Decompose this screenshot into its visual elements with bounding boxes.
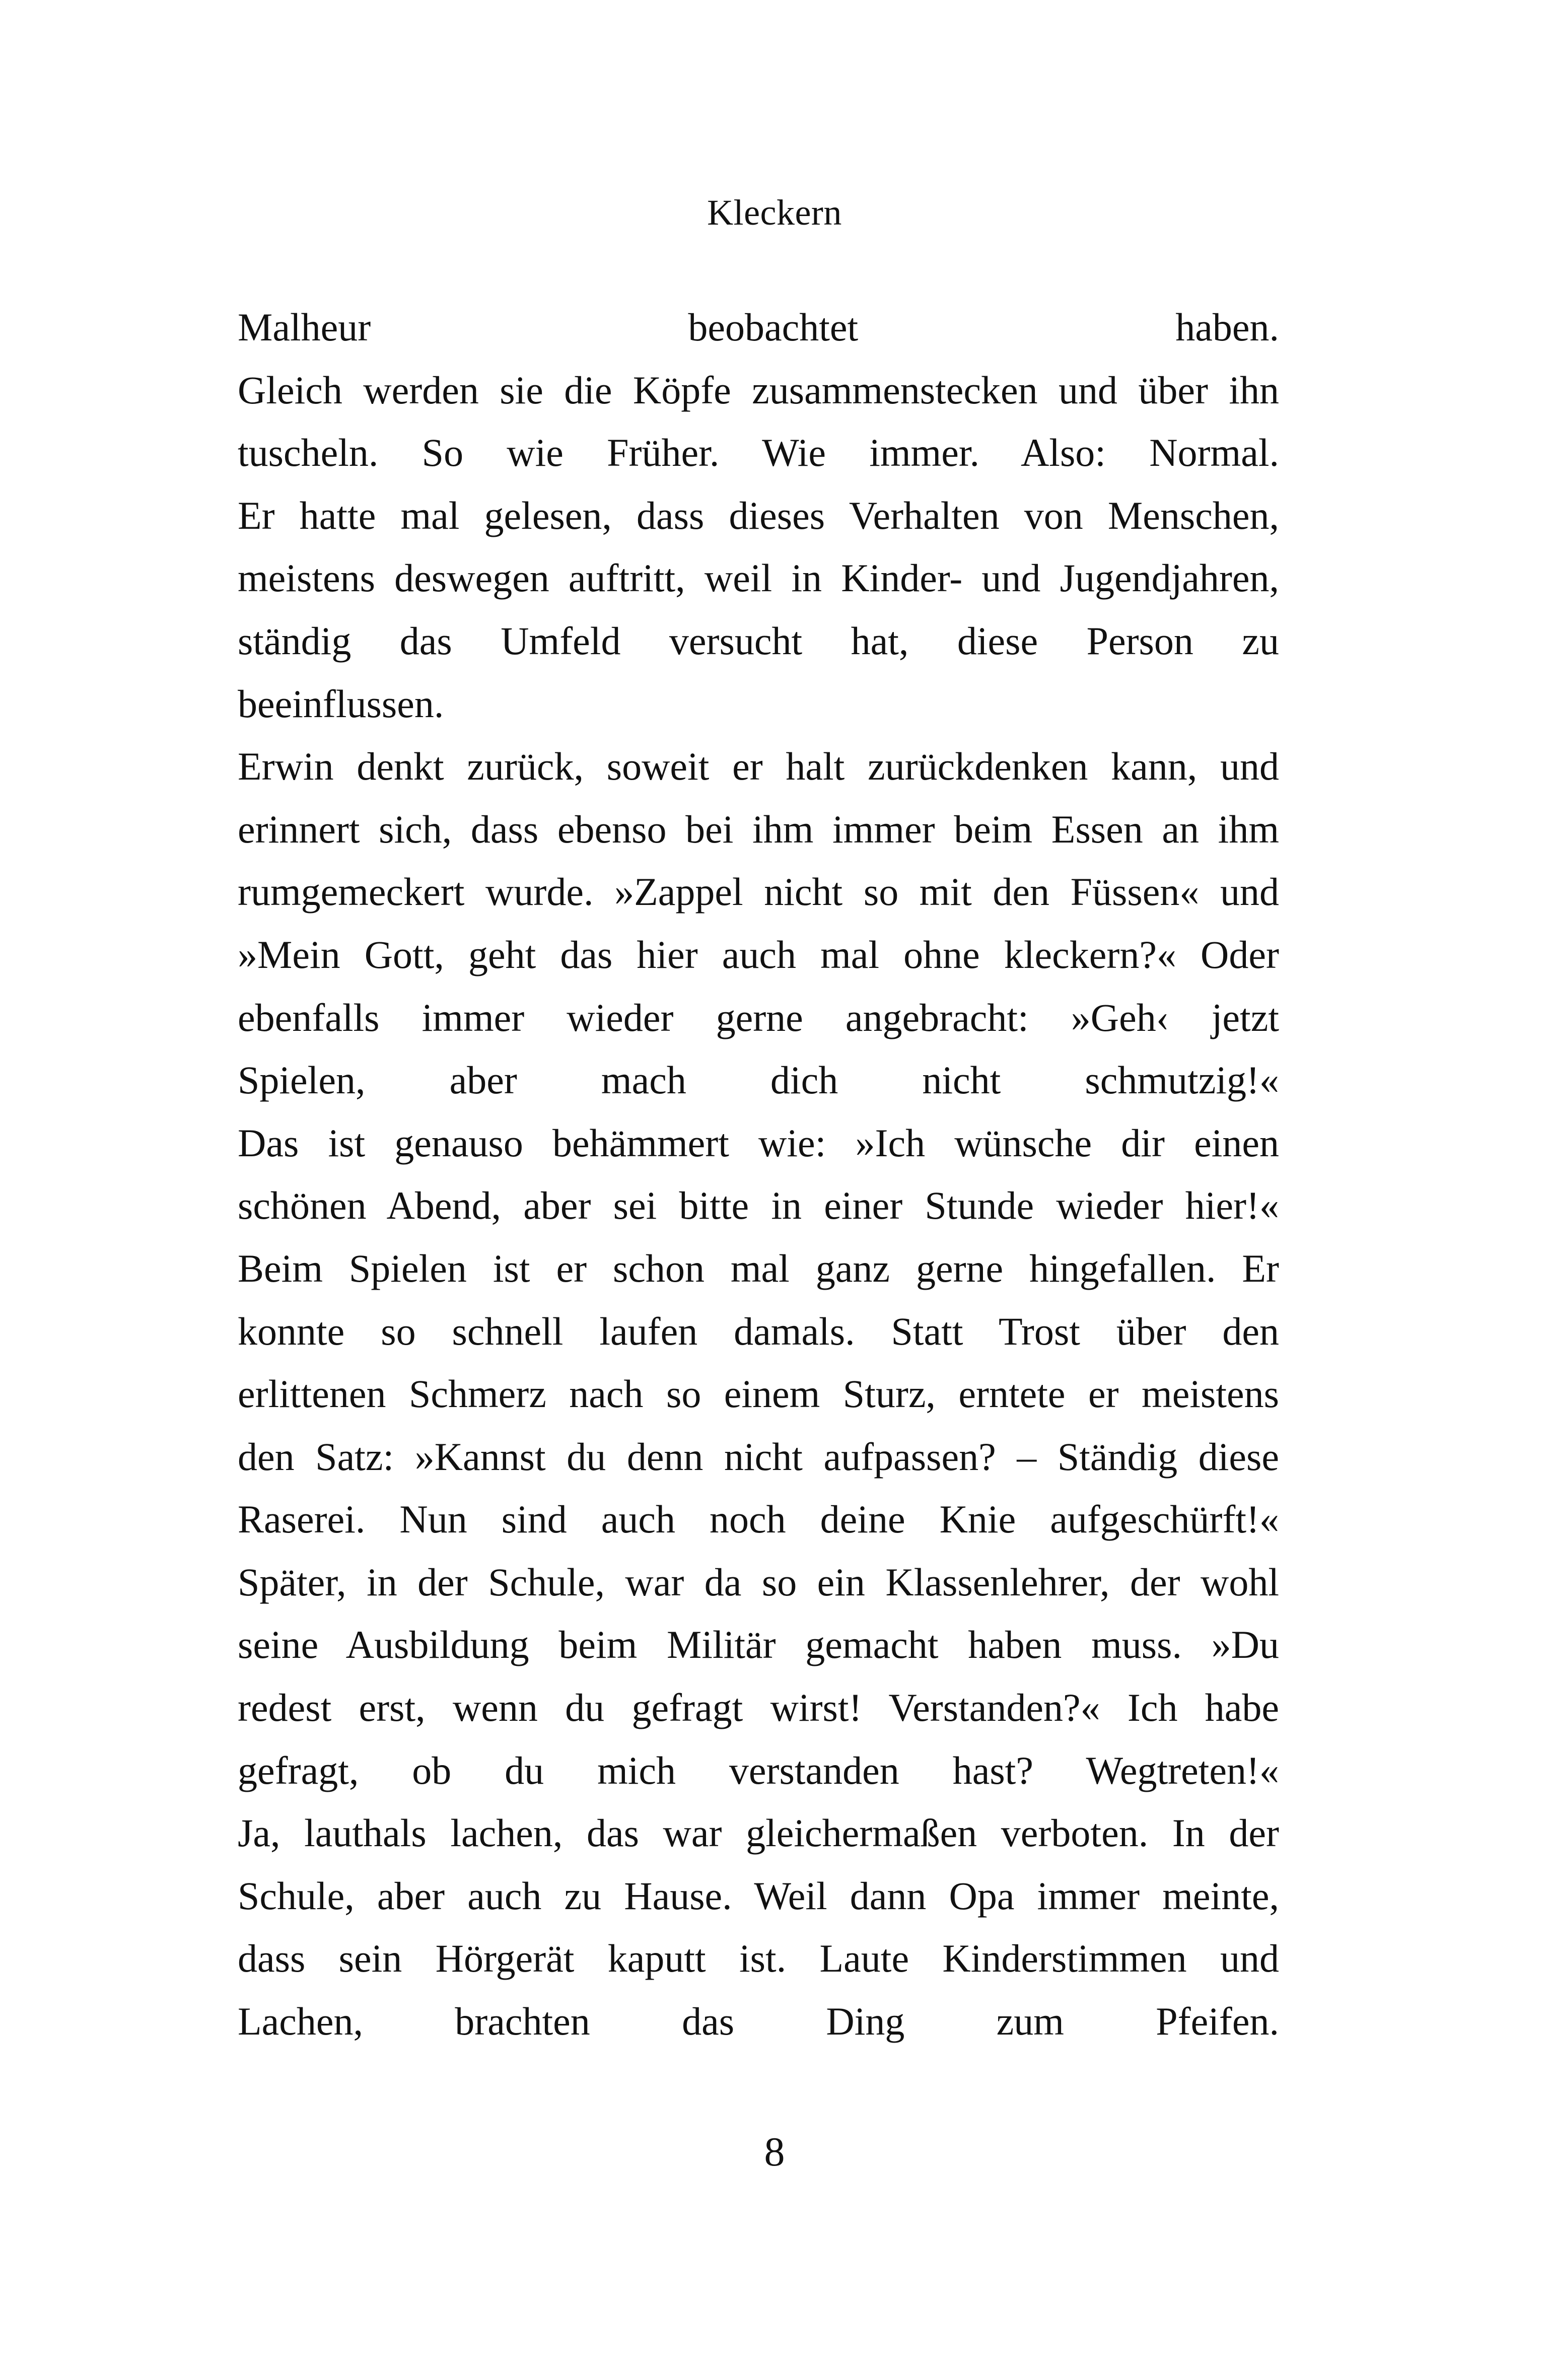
text-line: Schule, aber auch zu Hause. Weil dann Opa immer meinte, — [238, 1873, 1279, 1918]
text-line: konnte so schnell laufen damals. Statt Trost über den — [238, 1309, 1279, 1353]
text-line: gefragt, ob du mich verstanden hast? Wegtreten!« — [238, 1748, 1279, 1792]
text-line: Ja, lauthals lachen, das war gleichermaßen verboten. In der — [238, 1811, 1279, 1855]
text-line: seine Ausbildung beim Militär gemacht haben muss. »Du — [238, 1623, 1279, 1667]
text-line: Lachen, brachten das Ding zum Pfeifen. — [238, 1999, 1279, 2044]
text-line: Raserei. Nun sind auch noch deine Knie aufgeschürft!« — [238, 1497, 1279, 1542]
text-line: beeinflussen. — [238, 681, 444, 726]
text-line: Spielen, aber mach dich nicht schmutzig!« — [238, 1058, 1279, 1102]
text-line: Er hatte mal gelesen, dass dieses Verhalten von Menschen, — [238, 493, 1279, 537]
page-number: 8 — [764, 2129, 785, 2175]
text-line: Später, in der Schule, war da so ein Klassenlehrer, der wohl — [238, 1560, 1279, 1604]
text-line: schönen Abend, aber sei bitte in einer Stunde wieder hier!« — [238, 1183, 1279, 1228]
text-line: Das ist genauso behämmert wie: »Ich wünsche dir einen — [238, 1121, 1279, 1165]
text-line: erinnert sich, dass ebenso bei ihm immer beim Essen an ihm — [238, 807, 1279, 851]
text-line: »Mein Gott, geht das hier auch mal ohne kleckern?« Oder — [238, 932, 1279, 976]
text-line: erlittenen Schmerz nach so einem Sturz, erntete er meistens — [238, 1372, 1279, 1416]
text-line: Malheur beobachtet haben. — [238, 305, 1279, 349]
text-line: redest erst, wenn du gefragt wirst! Verstanden?« Ich habe — [238, 1686, 1279, 1730]
text-line: den Satz: »Kannst du denn nicht aufpassen? – Ständig diese — [238, 1434, 1279, 1479]
text-line: ständig das Umfeld versucht hat, diese Person zu — [238, 618, 1279, 663]
text-line: tuscheln. So wie Früher. Wie immer. Also: Normal. — [238, 431, 1279, 475]
text-line: ebenfalls immer wieder gerne angebracht: »Geh‹ jetzt — [238, 995, 1279, 1039]
text-line: rumgemeckert wurde. »Zappel nicht so mit den Füssen« und — [238, 870, 1279, 914]
body-text — [238, 296, 1279, 2053]
text-line: Gleich werden sie die Köpfe zusammenstecken und über ihn — [238, 368, 1279, 412]
text-line: dass sein Hörgerät kaputt ist. Laute Kinderstimmen und — [238, 1936, 1279, 1981]
running-header-title: Kleckern — [707, 192, 842, 233]
text-line: meistens deswegen auftritt, weil in Kinder- und Jugendjahren, — [238, 556, 1279, 600]
text-line: Beim Spielen ist er schon mal ganz gerne hingefallen. Er — [238, 1246, 1279, 1290]
text-line: Erwin denkt zurück, soweit er halt zurückdenken kann, und — [238, 744, 1279, 789]
